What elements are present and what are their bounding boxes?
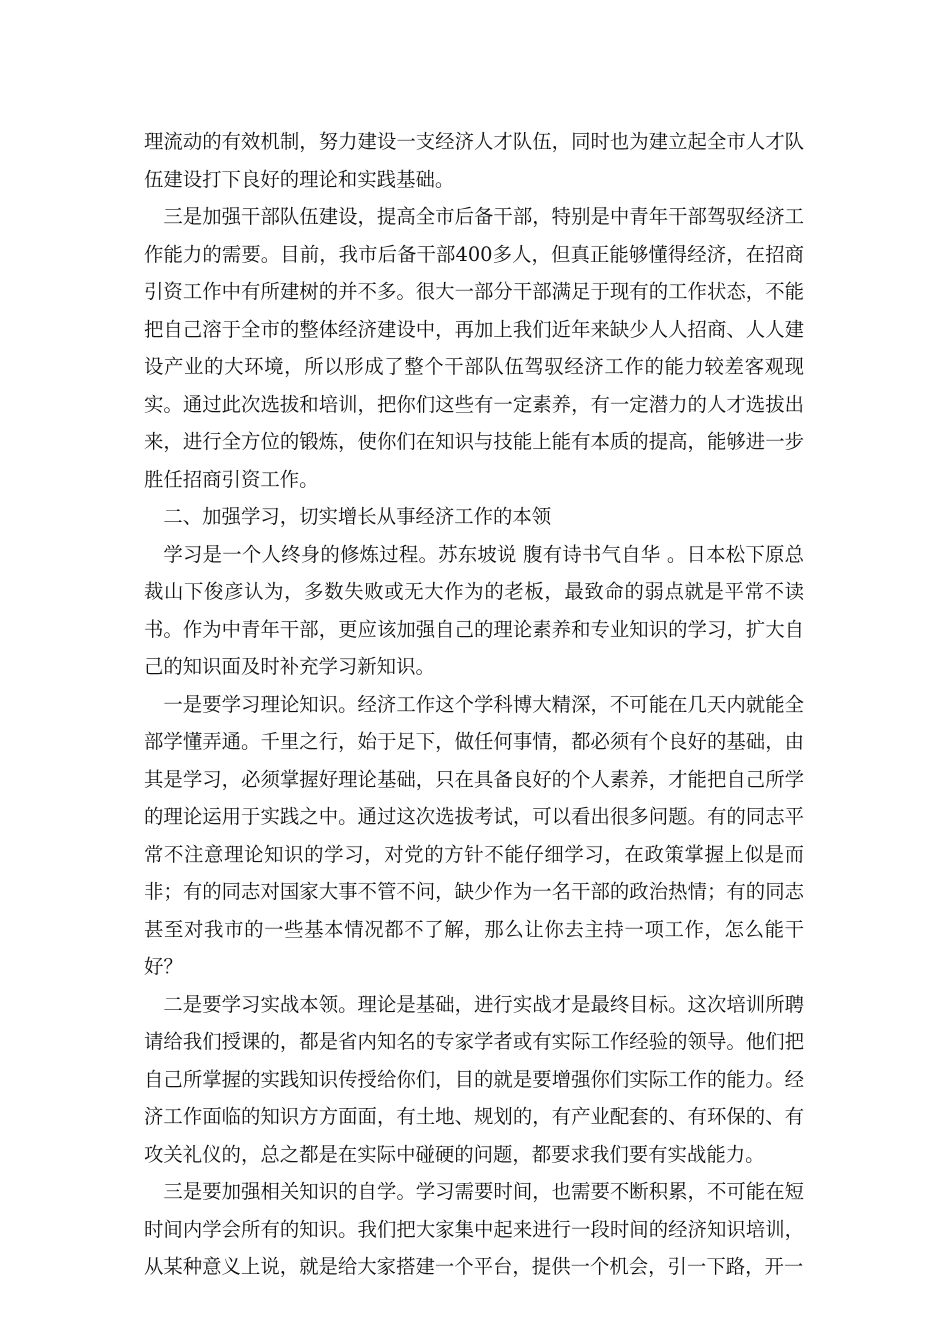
paragraph-2: 三是加强干部队伍建设，提高全市后备干部，特别是中青年干部驾驭经济工作能力的需要。目前，我市后备干部400多人，但真正能够懂得经济，在招商引资工作中有所建树的并不多。很大一部分干部满足于现有的工作状态，不能把自己溶于全市的整体经济建设中，再加上我们近年来缺少人人招商、人人建设产业的大环境，所以形成了整个干部队伍驾驭经济工作的能力较差客观现实。通过此次选拔和培训，把你们这些有一定素养，有一定潜力的人才选拔出来，进行全方位的锻炼，使你们在知识与技能上能有本质的提高，能够进一步胜任招商引资工作。	[144, 205, 804, 491]
section-heading: 二、加强学习，切实增长从事经济工作的本领	[163, 505, 552, 528]
paragraph-6: 三是要加强相关知识的自学。学习需要时间，也需要不断积累，不可能在短时间内学会所有的知识。我们把大家集中起来进行一段时间的经济知识培训，从某种意义上说，就是给大家搭建一个平台，提供一个机会，引一下路，开一	[144, 1180, 804, 1278]
paragraph-4: 一是要学习理论知识。经济工作这个学科博大精深，不可能在几天内就能全部学懂弄通。千里之行，始于足下，做任何事情，都必须有个良好的基础，由其是学习，必须掌握好理论基础，只在具备良好的个人素养，才能把自己所学的理论运用于实践之中。通过这次选拔考试，可以看出很多问题。有的同志平常不注意理论知识的学习，对党的方针不能仔细学习，在政策掌握上似是而非；有的同志对国家大事不管不问，缺少作为一名干部的政治热情；有的同志甚至对我市的一些基本情况都不了解，那么让你去主持一项工作，怎么能干好？	[144, 692, 804, 978]
document-body	[144, 123, 804, 1286]
paragraph-5: 二是要学习实战本领。理论是基础，进行实战才是最终目标。这次培训所聘请给我们授课的，都是省内知名的专家学者或有实际工作经验的领导。他们把自己所掌握的实践知识传授给你们，目的就是要增强你们实际工作的能力。经济工作面临的知识方方面面，有土地、规划的，有产业配套的、有环保的、有攻关礼仪的，总之都是在实际中碰硬的问题，都要求我们要有实战能力。	[144, 992, 804, 1166]
paragraph-1: 理流动的有效机制，努力建设一支经济人才队伍，同时也为建立起全市人才队伍建设打下良好的理论和实践基础。	[144, 130, 804, 191]
paragraph-3: 学习是一个人终身的修炼过程。苏东坡说 腹有诗书气自华 。日本松下原总裁山下俊彦认为，多数失败或无大作为的老板，最致命的弱点就是平常不读书。作为中青年干部，更应该加强自己的理论素养和专业知识的学习，扩大自己的知识面及时补充学习新知识。	[144, 542, 804, 678]
